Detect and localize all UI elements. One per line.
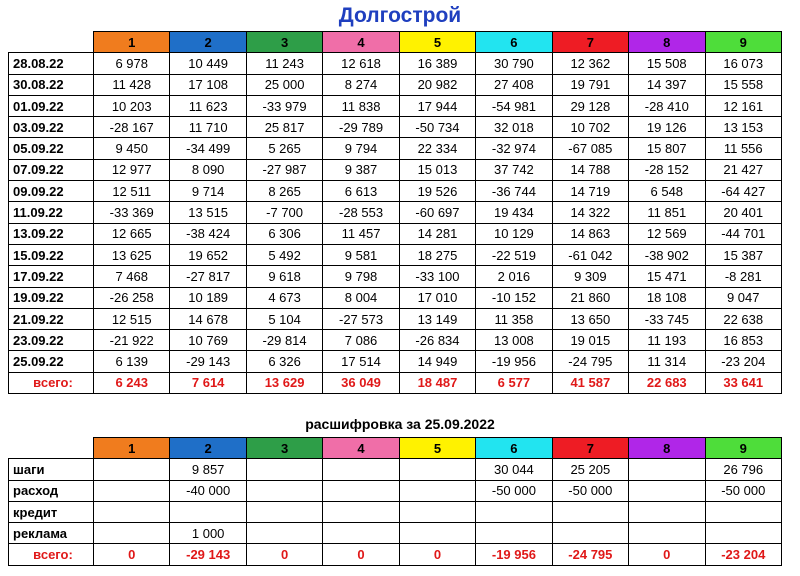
table-cell: 30 790 (476, 53, 552, 74)
table-cell: -64 427 (705, 181, 782, 202)
total-cell: 6 243 (94, 372, 170, 393)
breakdown-cell: 26 796 (705, 459, 782, 480)
table-cell: 18 275 (399, 244, 475, 265)
column-header-4: 4 (323, 32, 399, 53)
table-cell: -33 100 (399, 266, 475, 287)
table-cell: 12 665 (94, 223, 170, 244)
main-table (8, 31, 782, 394)
table-cell: 19 434 (476, 202, 552, 223)
table-cell: 14 788 (552, 159, 628, 180)
table-cell: 6 306 (246, 223, 322, 244)
table-cell: 6 548 (629, 181, 705, 202)
table-cell: -67 085 (552, 138, 628, 159)
table-cell: -29 143 (170, 351, 246, 372)
breakdown-cell: -50 000 (476, 480, 552, 501)
table-cell: 13 515 (170, 202, 246, 223)
table-row (9, 181, 782, 202)
breakdown-cell: 30 044 (476, 459, 552, 480)
column-header-9: 9 (705, 438, 782, 459)
table-cell: -26 834 (399, 330, 475, 351)
table-row (9, 330, 782, 351)
table-cell: 6 326 (246, 351, 322, 372)
row-date: 19.09.22 (9, 287, 94, 308)
total-cell: 7 614 (170, 372, 246, 393)
table-cell: 15 508 (629, 53, 705, 74)
table-cell: -34 499 (170, 138, 246, 159)
table-cell: 15 807 (629, 138, 705, 159)
table-cell: 12 569 (629, 223, 705, 244)
breakdown-row-label: кредит (9, 501, 94, 522)
breakdown-cell (94, 501, 170, 522)
breakdown-header-row (9, 438, 782, 459)
breakdown-cell (629, 523, 705, 544)
breakdown-cell (94, 480, 170, 501)
column-header-9: 9 (705, 32, 782, 53)
table-cell: 37 742 (476, 159, 552, 180)
row-date: 23.09.22 (9, 330, 94, 351)
table-cell: 10 129 (476, 223, 552, 244)
table-cell: 10 189 (170, 287, 246, 308)
column-header-1: 1 (94, 32, 170, 53)
row-date: 15.09.22 (9, 244, 94, 265)
table-cell: 8 090 (170, 159, 246, 180)
breakdown-cell (246, 480, 322, 501)
breakdown-row (9, 501, 782, 522)
breakdown-total-label: всего: (9, 544, 94, 565)
table-cell: 12 511 (94, 181, 170, 202)
table-cell: 14 397 (629, 74, 705, 95)
breakdown-total-cell: 0 (399, 544, 475, 565)
table-cell: 29 128 (552, 95, 628, 116)
table-cell: 21 860 (552, 287, 628, 308)
total-cell: 22 683 (629, 372, 705, 393)
table-cell: -54 981 (476, 95, 552, 116)
table-cell: 11 556 (705, 138, 782, 159)
breakdown-total-cell: -23 204 (705, 544, 782, 565)
table-cell: -32 974 (476, 138, 552, 159)
table-cell: 20 401 (705, 202, 782, 223)
row-date: 13.09.22 (9, 223, 94, 244)
table-row (9, 202, 782, 223)
table-cell: -38 424 (170, 223, 246, 244)
table-cell: 11 314 (629, 351, 705, 372)
table-cell: 19 126 (629, 117, 705, 138)
table-cell: 18 108 (629, 287, 705, 308)
breakdown-cell (170, 501, 246, 522)
breakdown-cell (246, 523, 322, 544)
table-cell: 6 139 (94, 351, 170, 372)
breakdown-cell (705, 501, 782, 522)
table-cell: -61 042 (552, 244, 628, 265)
table-cell: 6 613 (323, 181, 399, 202)
table-cell: 10 449 (170, 53, 246, 74)
table-cell: -7 700 (246, 202, 322, 223)
table-cell: 9 387 (323, 159, 399, 180)
table-cell: -27 987 (246, 159, 322, 180)
table-row (9, 159, 782, 180)
breakdown-total-cell: 0 (94, 544, 170, 565)
breakdown-row (9, 523, 782, 544)
breakdown-total-row (9, 544, 782, 565)
row-date: 05.09.22 (9, 138, 94, 159)
breakdown-cell (399, 501, 475, 522)
breakdown-cell (323, 501, 399, 522)
table-cell: 9 309 (552, 266, 628, 287)
breakdown-cell: -40 000 (170, 480, 246, 501)
table-cell: 11 243 (246, 53, 322, 74)
row-date: 09.09.22 (9, 181, 94, 202)
table-cell: 15 558 (705, 74, 782, 95)
table-cell: 5 104 (246, 308, 322, 329)
column-header-8: 8 (629, 438, 705, 459)
breakdown-cell (399, 480, 475, 501)
table-cell: 9 618 (246, 266, 322, 287)
column-header-3: 3 (246, 438, 322, 459)
breakdown-row-label: шаги (9, 459, 94, 480)
table-cell: 8 004 (323, 287, 399, 308)
table-cell: -24 795 (552, 351, 628, 372)
table-cell: -36 744 (476, 181, 552, 202)
table-cell: -28 152 (629, 159, 705, 180)
table-cell: -27 817 (170, 266, 246, 287)
table-row (9, 95, 782, 116)
breakdown-cell (246, 459, 322, 480)
breakdown-cell: -50 000 (705, 480, 782, 501)
row-date: 21.09.22 (9, 308, 94, 329)
column-header-1: 1 (94, 438, 170, 459)
breakdown-cell (552, 523, 628, 544)
table-cell: 16 073 (705, 53, 782, 74)
row-date: 28.08.22 (9, 53, 94, 74)
table-cell: 14 322 (552, 202, 628, 223)
table-cell: -27 573 (323, 308, 399, 329)
row-date: 01.09.22 (9, 95, 94, 116)
total-row (9, 372, 782, 393)
table-cell: 16 389 (399, 53, 475, 74)
breakdown-cell: -50 000 (552, 480, 628, 501)
breakdown-cell (94, 459, 170, 480)
breakdown-cell: 25 205 (552, 459, 628, 480)
table-cell: -29 814 (246, 330, 322, 351)
table-cell: 19 015 (552, 330, 628, 351)
column-header-8: 8 (629, 32, 705, 53)
table-cell: 15 013 (399, 159, 475, 180)
table-cell: 14 678 (170, 308, 246, 329)
breakdown-cell (552, 501, 628, 522)
table-cell: 22 638 (705, 308, 782, 329)
breakdown-cell (323, 480, 399, 501)
table-cell: 12 515 (94, 308, 170, 329)
table-cell: -28 553 (323, 202, 399, 223)
table-cell: -21 922 (94, 330, 170, 351)
column-header-7: 7 (552, 32, 628, 53)
table-cell: 13 149 (399, 308, 475, 329)
table-cell: 9 798 (323, 266, 399, 287)
breakdown-total-cell: -29 143 (170, 544, 246, 565)
table-cell: 12 977 (94, 159, 170, 180)
table-cell: -26 258 (94, 287, 170, 308)
table-cell: -50 734 (399, 117, 475, 138)
table-cell: -60 697 (399, 202, 475, 223)
table-cell: -29 789 (323, 117, 399, 138)
table-cell: 19 652 (170, 244, 246, 265)
table-cell: 17 514 (323, 351, 399, 372)
table-row (9, 351, 782, 372)
breakdown-cell (399, 523, 475, 544)
table-cell: 5 492 (246, 244, 322, 265)
table-row (9, 138, 782, 159)
breakdown-total-cell: 0 (246, 544, 322, 565)
breakdown-cell (629, 480, 705, 501)
total-cell: 13 629 (246, 372, 322, 393)
breakdown-cell (476, 501, 552, 522)
table-row (9, 244, 782, 265)
table-cell: -28 410 (629, 95, 705, 116)
column-header-6: 6 (476, 438, 552, 459)
table-cell: 8 265 (246, 181, 322, 202)
table-row (9, 53, 782, 74)
table-cell: 11 851 (629, 202, 705, 223)
table-cell: 14 281 (399, 223, 475, 244)
breakdown-row-label: реклама (9, 523, 94, 544)
table-cell: -33 745 (629, 308, 705, 329)
total-cell: 33 641 (705, 372, 782, 393)
table-cell: 7 086 (323, 330, 399, 351)
total-cell: 18 487 (399, 372, 475, 393)
table-cell: 12 618 (323, 53, 399, 74)
table-cell: 10 203 (94, 95, 170, 116)
table-cell: 25 000 (246, 74, 322, 95)
breakdown-cell (399, 459, 475, 480)
breakdown-cell (323, 459, 399, 480)
breakdown-cell: 1 000 (170, 523, 246, 544)
row-date: 03.09.22 (9, 117, 94, 138)
table-cell: 16 853 (705, 330, 782, 351)
breakdown-row (9, 459, 782, 480)
row-date: 25.09.22 (9, 351, 94, 372)
row-date: 30.08.22 (9, 74, 94, 95)
breakdown-cell (94, 523, 170, 544)
table-cell: 11 358 (476, 308, 552, 329)
table-cell: 9 450 (94, 138, 170, 159)
table-cell: 14 719 (552, 181, 628, 202)
table-cell: -19 956 (476, 351, 552, 372)
breakdown-total-cell: 0 (629, 544, 705, 565)
breakdown-total-cell: 0 (323, 544, 399, 565)
breakdown-cell (323, 523, 399, 544)
table-cell: 11 193 (629, 330, 705, 351)
page-title: Долгострой (338, 4, 462, 27)
table-cell: 25 817 (246, 117, 322, 138)
breakdown-cell (246, 501, 322, 522)
table-cell: 17 108 (170, 74, 246, 95)
table-cell: 12 161 (705, 95, 782, 116)
table-cell: -10 152 (476, 287, 552, 308)
table-row (9, 308, 782, 329)
breakdown-cell (705, 523, 782, 544)
column-header-7: 7 (552, 438, 628, 459)
table-cell: -28 167 (94, 117, 170, 138)
table-cell: 15 387 (705, 244, 782, 265)
table-cell: 12 362 (552, 53, 628, 74)
table-cell: 21 427 (705, 159, 782, 180)
column-header-4: 4 (323, 438, 399, 459)
total-cell: 41 587 (552, 372, 628, 393)
table-cell: 20 982 (399, 74, 475, 95)
table-cell: 10 769 (170, 330, 246, 351)
row-date: 17.09.22 (9, 266, 94, 287)
table-cell: 14 863 (552, 223, 628, 244)
table-cell: 11 838 (323, 95, 399, 116)
header-corner (9, 438, 94, 459)
table-cell: 11 623 (170, 95, 246, 116)
row-date: 11.09.22 (9, 202, 94, 223)
table-cell: -22 519 (476, 244, 552, 265)
table-cell: 11 457 (323, 223, 399, 244)
table-cell: 6 978 (94, 53, 170, 74)
column-header-3: 3 (246, 32, 322, 53)
table-row (9, 74, 782, 95)
table-cell: 10 702 (552, 117, 628, 138)
column-header-5: 5 (399, 32, 475, 53)
breakdown-total-cell: -19 956 (476, 544, 552, 565)
main-header-row (9, 32, 782, 53)
table-cell: -33 369 (94, 202, 170, 223)
breakdown-title: расшифровка за 25.09.2022 (305, 416, 495, 432)
table-row (9, 223, 782, 244)
table-cell: 13 650 (552, 308, 628, 329)
total-cell: 36 049 (323, 372, 399, 393)
table-cell: 19 791 (552, 74, 628, 95)
breakdown-cell (476, 523, 552, 544)
table-cell: 9 794 (323, 138, 399, 159)
table-cell: 11 428 (94, 74, 170, 95)
breakdown-cell: 9 857 (170, 459, 246, 480)
table-cell: 27 408 (476, 74, 552, 95)
breakdown-total-cell: -24 795 (552, 544, 628, 565)
table-cell: 9 047 (705, 287, 782, 308)
table-cell: 4 673 (246, 287, 322, 308)
column-header-5: 5 (399, 438, 475, 459)
table-cell: 11 710 (170, 117, 246, 138)
row-date: 07.09.22 (9, 159, 94, 180)
table-cell: 2 016 (476, 266, 552, 287)
table-cell: 32 018 (476, 117, 552, 138)
table-cell: 14 949 (399, 351, 475, 372)
table-cell: -44 701 (705, 223, 782, 244)
table-cell: 7 468 (94, 266, 170, 287)
table-cell: 17 944 (399, 95, 475, 116)
table-cell: 19 526 (399, 181, 475, 202)
header-corner (9, 32, 94, 53)
breakdown-row-label: расход (9, 480, 94, 501)
table-cell: 13 153 (705, 117, 782, 138)
table-cell: 9 714 (170, 181, 246, 202)
table-cell: 5 265 (246, 138, 322, 159)
breakdown-table (8, 437, 782, 566)
table-cell: -38 902 (629, 244, 705, 265)
table-row (9, 287, 782, 308)
table-cell: -23 204 (705, 351, 782, 372)
total-cell: 6 577 (476, 372, 552, 393)
table-cell: 8 274 (323, 74, 399, 95)
column-header-2: 2 (170, 32, 246, 53)
table-row (9, 266, 782, 287)
table-cell: 15 471 (629, 266, 705, 287)
table-cell: 17 010 (399, 287, 475, 308)
table-cell: 13 008 (476, 330, 552, 351)
table-cell: 13 625 (94, 244, 170, 265)
total-label: всего: (9, 372, 94, 393)
table-cell: 9 581 (323, 244, 399, 265)
breakdown-cell (629, 501, 705, 522)
table-cell: 22 334 (399, 138, 475, 159)
column-header-2: 2 (170, 438, 246, 459)
table-row (9, 117, 782, 138)
breakdown-cell (629, 459, 705, 480)
column-header-6: 6 (476, 32, 552, 53)
table-cell: -8 281 (705, 266, 782, 287)
table-cell: -33 979 (246, 95, 322, 116)
breakdown-row (9, 480, 782, 501)
